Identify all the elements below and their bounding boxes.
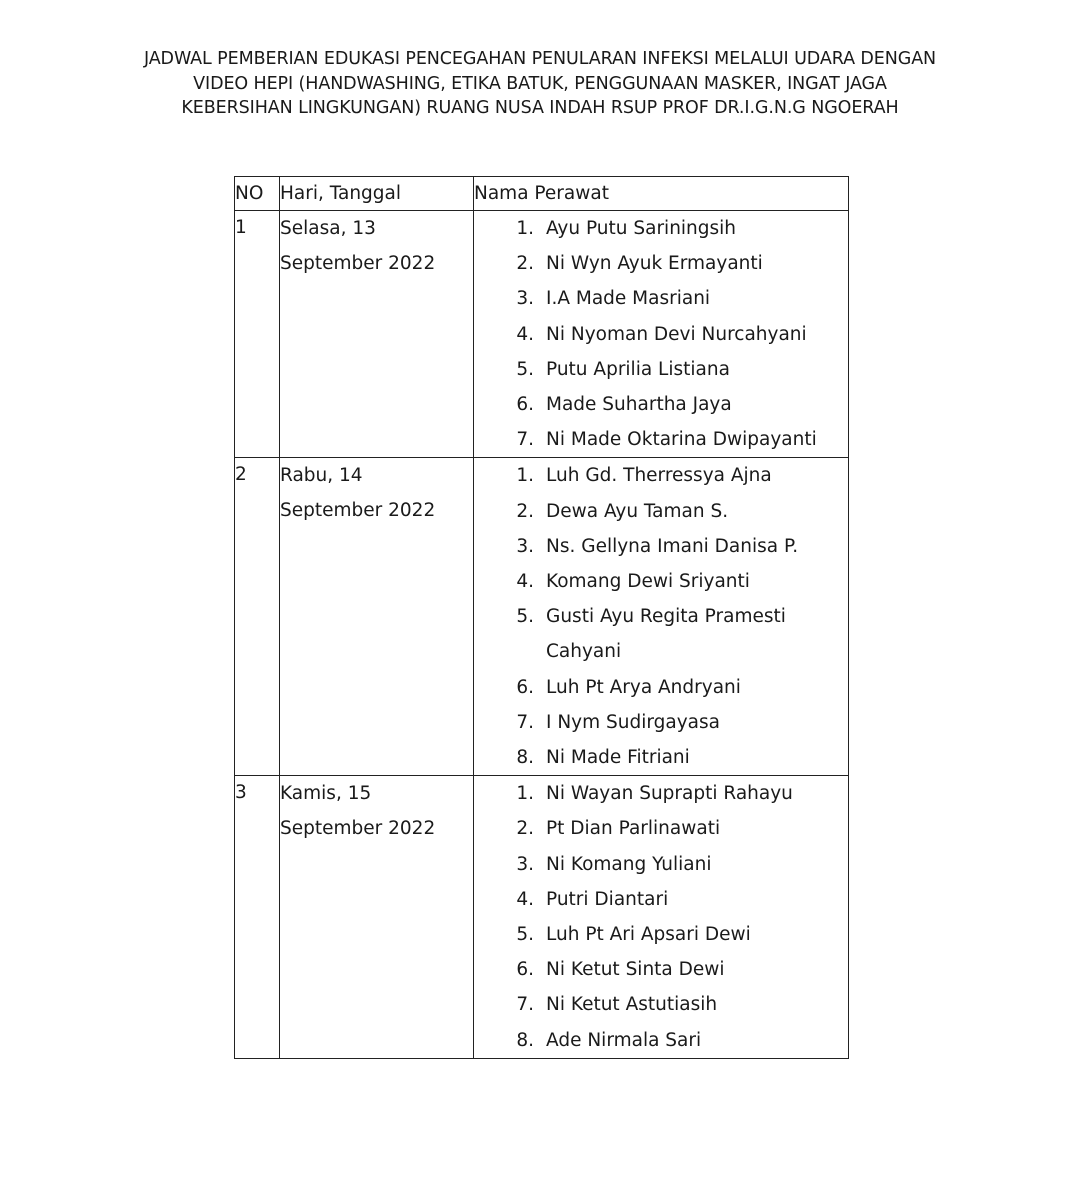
list-item [474,564,848,599]
schedule-body [235,211,849,1059]
day-line: Kamis, 15 [280,783,372,805]
list-item [474,317,848,352]
row-number: 2 [235,458,280,776]
nurse-name: Ni Ketut Sinta Dewi [546,959,725,981]
row-day-date [280,211,474,458]
list-item [474,882,848,917]
row-number: 1 [235,211,280,458]
nurse-name: Ni Komang Yuliani [546,853,712,875]
list-item [474,987,848,1022]
list-item [474,458,848,493]
list-item [474,705,848,740]
header-day-date: Hari, Tanggal [280,177,474,211]
title-line: JADWAL PEMBERIAN EDUKASI PENCEGAHAN PENULARAN INFEKSI MELALUI UDARA DENGAN [143,49,937,69]
list-number: 8. [516,747,534,769]
list-number: 1. [516,465,534,487]
list-item [474,740,848,775]
nurse-name: Komang Dewi Sriyanti [546,571,750,593]
document-title [60,47,1020,121]
list-number: 5. [516,358,534,380]
nurse-name: Ns. Gellyna Imani Danisa P. [546,535,799,557]
table-row [235,776,849,1059]
list-number: 7. [516,711,534,733]
title-line: KEBERSIHAN LINGKUNGAN) RUANG NUSA INDAH RSUP PROF DR.I.G.N.G NGOERAH [181,98,899,118]
list-number: 7. [516,429,534,451]
list-item [474,494,848,529]
list-number: 3. [516,853,534,875]
list-number: 8. [516,1029,534,1051]
day-line: September 2022 [280,818,436,840]
schedule-table [234,176,849,1059]
list-number: 5. [516,924,534,946]
list-number: 1. [516,218,534,239]
header-no: NO [235,177,280,211]
list-item [474,529,848,564]
list-number: 4. [516,571,534,593]
nurse-name: Gusti Ayu Regita Pramesti [546,606,786,628]
nurse-name: Dewa Ayu Taman S. [546,500,729,522]
list-number: 3. [516,288,534,310]
nurse-name-continued: Cahyani [546,641,622,663]
list-number: 4. [516,888,534,910]
list-number: 2. [516,253,534,275]
list-item [474,776,848,811]
title-line: VIDEO HEPI (HANDWASHING, ETIKA BATUK, PENGGUNAAN MASKER, INGAT JAGA [193,73,887,94]
list-number: 5. [516,606,534,628]
list-number: 2. [516,500,534,522]
list-item [474,952,848,987]
nurse-name: Luh Gd. Therressya Ajna [546,465,772,487]
nurse-name: Ni Wayan Suprapti Rahayu [546,783,793,805]
list-number: 6. [516,676,534,698]
row-nurse-list [474,458,849,776]
nurse-list [474,458,848,775]
day-line: Selasa, 13 [280,218,376,239]
list-item [474,246,848,281]
row-number: 3 [235,776,280,1059]
list-item [474,917,848,952]
list-item [474,211,848,246]
table-header-row [235,177,849,211]
list-item [474,670,848,705]
row-day-date [280,776,474,1059]
table-row [235,211,849,458]
list-item [474,422,848,457]
list-item [474,281,848,316]
list-number: 7. [516,994,534,1016]
nurse-list [474,211,848,457]
list-number: 1. [516,783,534,805]
nurse-name: Ni Made Oktarina Dwipayanti [546,429,817,451]
row-nurse-list [474,211,849,458]
nurse-name: Pt Dian Parlinawati [546,818,721,840]
row-nurse-list [474,776,849,1059]
list-number: 3. [516,535,534,557]
nurse-name: Putu Aprilia Listiana [546,358,730,380]
list-number: 6. [516,959,534,981]
list-item [474,811,848,846]
nurse-name: Ade Nirmala Sari [546,1029,702,1051]
nurse-name: Ni Wyn Ayuk Ermayanti [546,253,763,275]
list-item [474,847,848,882]
list-number: 6. [516,394,534,416]
nurse-name: Ni Ketut Astutiasih [546,994,718,1016]
list-item [474,352,848,387]
nurse-name: Ni Nyoman Devi Nurcahyani [546,323,807,345]
list-item [474,387,848,422]
list-number: 4. [516,323,534,345]
row-day-date [280,458,474,776]
nurse-name: Luh Pt Arya Andryani [546,676,741,698]
nurse-name: Made Suhartha Jaya [546,394,732,416]
nurse-name: I.A Made Masriani [546,288,711,310]
list-item [474,1023,848,1058]
table-row [235,458,849,776]
nurse-name: Putri Diantari [546,888,669,910]
day-line: September 2022 [280,253,436,274]
nurse-name: I Nym Sudirgayasa [546,711,720,733]
header-nurse-name: Nama Perawat [474,177,849,211]
nurse-name: Ayu Putu Sariningsih [546,218,737,239]
day-line: September 2022 [280,500,436,522]
day-line: Rabu, 14 [280,465,363,487]
list-item [474,599,848,669]
list-number: 2. [516,818,534,840]
nurse-name: Luh Pt Ari Apsari Dewi [546,924,751,946]
nurse-list [474,776,848,1058]
nurse-name: Ni Made Fitriani [546,747,690,769]
